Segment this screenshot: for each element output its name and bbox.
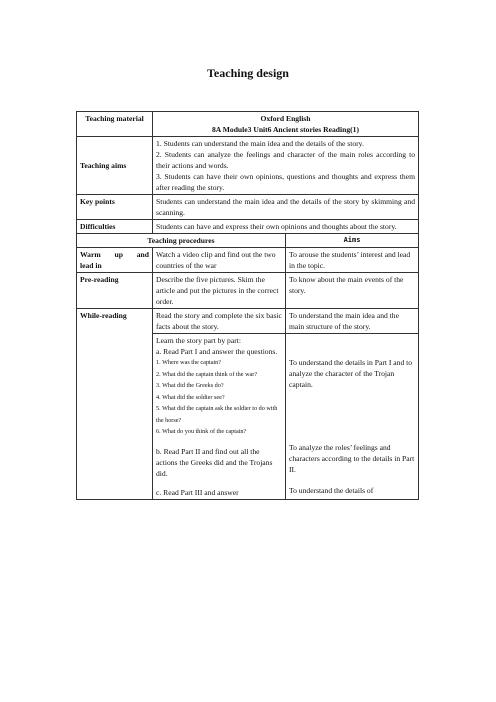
warm-up-label	[77, 248, 153, 273]
warm-up-word-3: and	[136, 250, 149, 259]
part-c-aim: To understand the details of	[289, 486, 374, 495]
key-points-label: Key points	[77, 195, 153, 220]
aim-item-3: 3. Students can have their own opinions, questions and thoughts and express them after reading the story.	[156, 172, 415, 192]
spacer	[289, 335, 415, 357]
procedures-header: Teaching procedures	[77, 234, 286, 248]
while-reading-label: While-reading	[77, 309, 153, 500]
aims-header: Aims	[286, 234, 419, 248]
while-reading-activity: Read the story and complete the six basic facts about the story.	[153, 309, 286, 334]
difficulties-value: Students can have and express their own opinions and thoughts about the story.	[153, 220, 419, 234]
row-procedures-header	[77, 234, 419, 248]
part-a-aim: To understand the details in Part I and to analyze the character of the Trojan captain.	[289, 358, 413, 389]
while-reading-parts-activity	[153, 334, 286, 500]
question-5: 5. What did the captain ask the soldier to do with the horse?	[156, 405, 278, 424]
warm-up-word-4: lead in	[80, 261, 102, 270]
difficulties-label: Difficulties	[77, 220, 153, 234]
part-b-aim: To analyze the roles’ feelings and characters according to the details in Part II.	[289, 443, 415, 474]
teaching-design-table	[76, 111, 419, 500]
question-3: 3. What did the Greeks do?	[156, 382, 224, 389]
material-line-1: Oxford English	[260, 114, 311, 123]
warm-up-word-2: up	[114, 250, 123, 259]
question-2: 2. What did the captain think of the war?	[156, 370, 258, 378]
while-reading-parts-aim	[286, 334, 419, 500]
part-b-task: b. Read Part II and find out all the actions the Greeks did and the Trojans did.	[156, 446, 273, 478]
page-title: Teaching design	[207, 66, 289, 80]
question-4: 4. What did the soldier see?	[156, 393, 225, 401]
pre-reading-label: Pre-reading	[77, 273, 153, 309]
warm-up-aim: To arouse the students’ interest and lead in the topic.	[286, 248, 419, 273]
part-a-task: a. Read Part I and answer the questions.	[156, 347, 278, 356]
part-intro: Learn the story part by part:	[156, 336, 241, 345]
while-reading-aim: To understand the main idea and the main structure of the story.	[286, 309, 419, 334]
key-points-value: Students can understand the main idea and the details of the story by skimming and scanning.	[153, 195, 419, 220]
row-difficulties	[77, 220, 419, 234]
teaching-material-value	[153, 112, 419, 137]
warm-up-word-1: Warm	[80, 250, 101, 259]
row-teaching-aims	[77, 137, 419, 195]
pre-reading-activity: Describe the five pictures. Skim the article and put the pictures in the correct order.	[153, 273, 286, 309]
teaching-material-label: Teaching material	[77, 112, 153, 137]
aim-item-1: 1. Students can understand the main idea and the details of the story.	[156, 139, 364, 148]
warm-up-activity: Watch a video clip and find out the two countries of the war	[153, 248, 286, 273]
spacer	[156, 479, 282, 487]
row-while-reading	[77, 309, 419, 334]
teaching-aims-value	[153, 137, 419, 195]
question-6: 6. What do you think of the captain?	[156, 428, 247, 435]
spacer	[289, 475, 415, 485]
row-pre-reading	[77, 273, 419, 309]
row-warm-up	[77, 248, 419, 273]
part-c-task: c. Read Part III and answer	[156, 487, 239, 497]
row-teaching-material	[77, 112, 419, 137]
row-key-points	[77, 195, 419, 220]
material-line-2: 8A Module3 Unit6 Ancient stories Reading(1)	[211, 125, 360, 134]
aim-item-2: 2. Students can analyze the feelings and character of the main roles according to their actions and words.	[156, 150, 415, 170]
teaching-aims-label: Teaching aims	[77, 137, 153, 195]
pre-reading-aim: To know about the main events of the story.	[286, 273, 419, 309]
question-1: 1. Where was the captain?	[156, 359, 221, 366]
spacer	[289, 390, 415, 442]
spacer	[156, 438, 282, 446]
